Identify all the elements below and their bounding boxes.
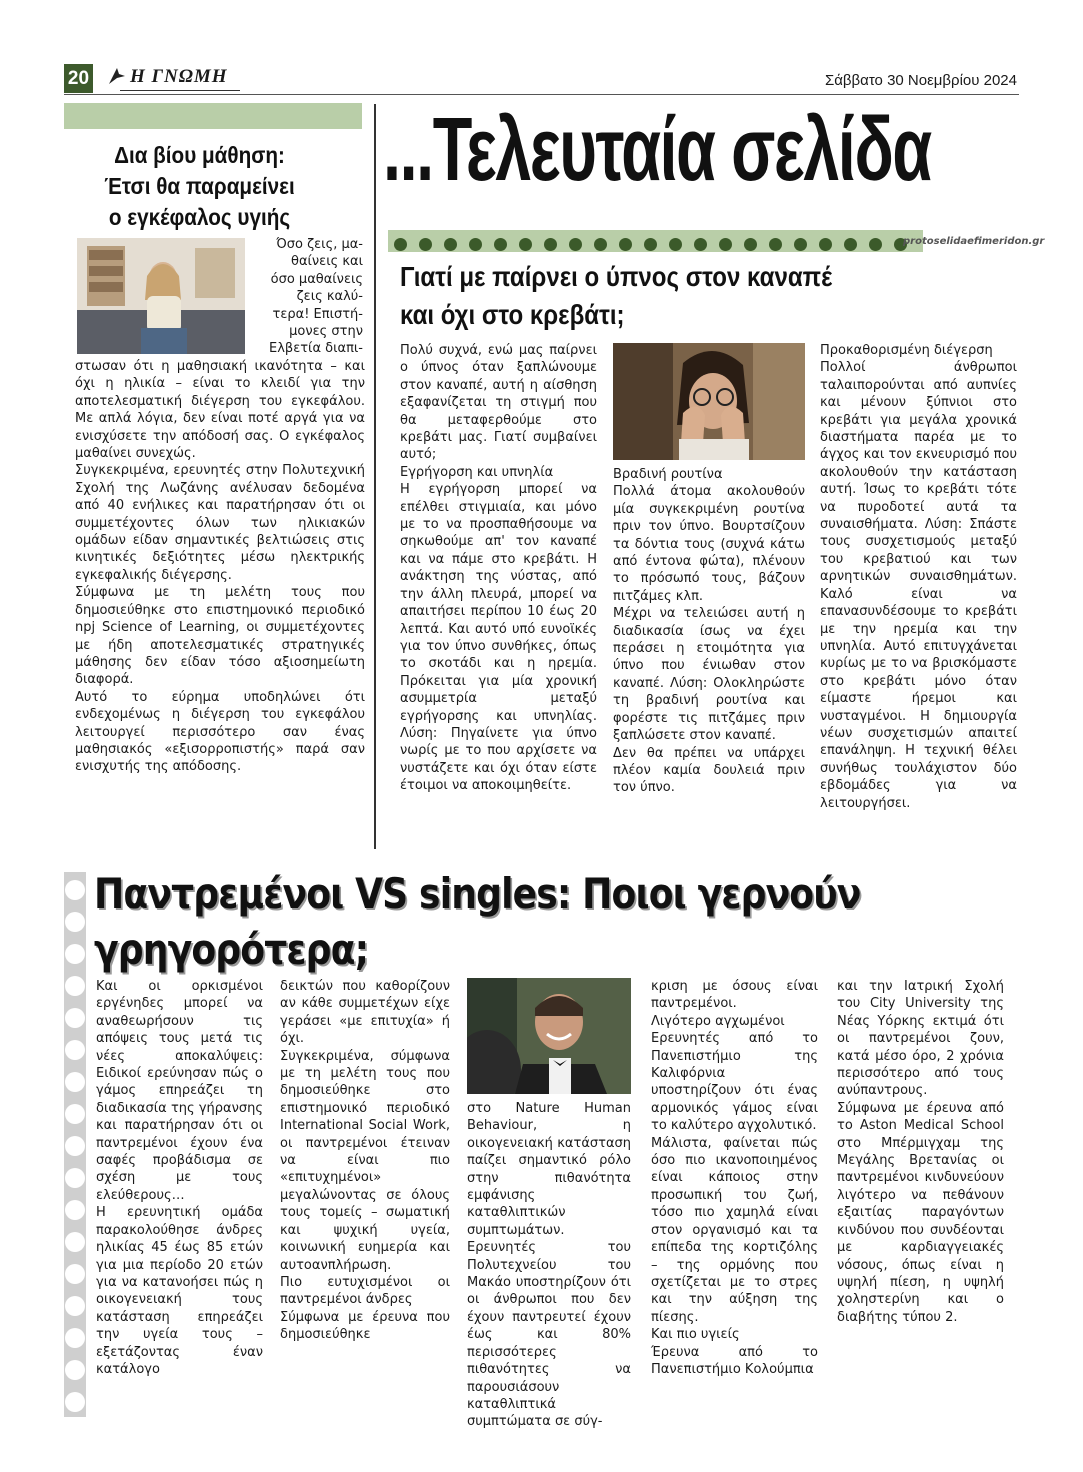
column-separator bbox=[374, 104, 376, 849]
masthead-icon bbox=[105, 64, 129, 88]
article3-col3-text: στο Nature Human Behaviour, η οικογενειακή κατάσταση παίζει σημαντικό ρόλο στην πιθανότητα εμφάνισης καταθλιπτικών συμπτωμάτων. Ερευνητές του Πολυτεχνείου του Μακάο υποστηρίζουν ότι οι άνθρωποι που δεν έχουν παντρευτεί έχουν έως και 80% περισσότερες πιθανότητες να παρουσιάσουν καταθλιπτικά συμπτώματα σε σύγ- bbox=[467, 1101, 631, 1430]
article3-col5-text: και την Ιατρική Σχολή του City University της Νέας Υόρκης εκτιμά ότι οι παντρεμένοι ζουν, κατά μέσο όρο, 2 χρόνια περισσότερο από τους ανύπαντρους. Σύμφωνα με έρευνα από το Aston Medical School στο Μπέρμιγχαμ της Μεγάλης Βρετανίας οι παντρεμένοι κινδυνεύουν λιγότερο να πεθάνουν εξαιτίας παραγόντων κινδύνου που συνδέονται με καρδιαγγειακές νόσους, όπως είναι η υψηλή πίεση, η υψηλή χοληστερίνη και ο διαβήτης τύπου 2. bbox=[837, 979, 1004, 1325]
article2-col3-text: Προκαθορισμένη διέγερση Πολλοί άνθρωποι ταλαιπορούνται από αυπνίες και μένουν ξύπνιοι στο κρεβάτι για μεγάλα χρονικά διαστήματα παρέα με το άγχος και τον εκνευρισμό που ακολουθούν την κατάσταση αυτή. Ίσως το κρεβάτι τότε να πυροδοτεί αυτά τα συναισθήματα. Λύση: Σπάστε τους συσχετισμούς μεταξύ του κρεβατιού και των αρνητικών συναισθημάτων. Καλό είναι να επανασυνδέσουμε το κρεβάτι με την ηρεμία και την υπνηλία. Αυτό επιτυγχάνεται κυρίως με το να βρισκόμαστε στο κρεβάτι μόνο όταν είμαστε ήρεμοι και νυσταγμένοι. Η δημιουργία νέων συσχετισμών απαιτεί επανάληψη. Η τεχνική θέλει συνήθως τουλάχιστον δύο εβδομάδες για να λειτουργήσει. bbox=[820, 343, 1017, 811]
film-strip-border bbox=[64, 872, 86, 1417]
article2-col2-text: Βραδινή ρουτίνα Πολλά άτομα ακολουθούν μία συγκεκριμένη ρουτίνα πριν τον ύπνο. Βουρτσίζουν τα δόντια τους (συχνά κάτω από έντονα φώτα), πλένουν το πρόσωπό τους, βάζουν πιτζάμες κλπ. Μέχρι να τελειώσει αυτή η διαδικασία ίσως να έχει περάσει η ετοιμότητα για ύπνο που ένιωθαν στον καναπέ. Λύση: Ολοκληρώστε τη βραδινή ρουτίνα και φορέστε τις πιτζάμες πριν ξαπλώσετε στον καναπέ. Δεν θα πρέπει να υπάρχει πλέον καμία δουλειά πριν τον ύπνο. bbox=[613, 467, 805, 796]
section-title: ...Τελευταία σελίδα bbox=[383, 100, 931, 200]
article2-col3 bbox=[820, 342, 1017, 812]
article3-col1 bbox=[96, 978, 263, 1378]
article2-photo bbox=[613, 343, 805, 460]
article3-col4 bbox=[651, 978, 818, 1378]
article3-col1-text: Και οι ορκισμένοι εργένηδες μπορεί να αναθεωρήσουν τις απόψεις τους μετά τις νέες αποκαλύψεις: Ειδικοί ερεύνησαν πώς ο γάμος επηρεάζει τη διαδικασία της γήρανσης και παρατήρησαν ότι οι παντρεμένοι έχουν ένα σαφές προβάδισμα σε σχέση με τους ελεύθερους… Η ερευνητική ομάδα παρακολούθησε άνδρες ηλικίας 45 έως 85 ετών για μια περίοδο 20 ετών για να κατανοήσει πώς η οικογενειακή τους κατάσταση επηρεάζει την υγεία τους – εξετάζοντας έναν κατάλογο bbox=[96, 979, 263, 1377]
article1-photo bbox=[77, 238, 245, 354]
article3-photo bbox=[467, 978, 631, 1094]
article2-col2 bbox=[613, 466, 805, 797]
article2-col1-text: Πολύ συχνά, ενώ μας παίρνει ο ύπνος όταν ξαπλώνουμε στον καναπέ, αυτή η αίσθηση εξαφανίζεται τη στιγμή που θα μεταφερθούμε στο κρεβάτι μας. Γιατί συμβαίνει αυτό; Εγρήγορση και υπνηλία Η εγρήγορση μπορεί να επέλθει στιγμιαία, και μόνο με το να προσπαθήσουμε να σηκωθούμε απ' τον καναπέ και να πάμε στο κρεβάτι. Η ανάκτηση της νύστας, από την άλλη πλευρά, μπορεί να απαιτήσει περίπου 10 έως 20 λεπτά. Και αυτό υπό ευνοϊκές για τον ύπνο συνθήκες, όπως το σκοτάδι και η ηρεμία. Πρόκειται για μία χρονική ασυμμετρία μεταξύ εγρήγορσης και υπνηλίας. Λύση: Πηγαίνετε για ύπνο νωρίς με το που αρχίσετε να νυστάζετε και όχι όταν είστε έτοιμοι να αποκοιμηθείτε. bbox=[400, 343, 597, 794]
masthead-title: Η ΓΝΩΜΗ bbox=[130, 66, 228, 87]
header-rule bbox=[64, 94, 1019, 95]
article1-body-text: στωσαν ότι η μαθησιακή ικανότητα – και όχι η ηλικία – είναι το κλειδί για την αποτελεσματική διέγερση του εγκεφάλου. Με απλά λόγια, δεν είναι ποτέ αργά για να ενισχύσετε την απόδοσή σας. Ο εγκέφαλος μαθαίνει συνεχώς. Συγκεκριμένα, ερευνητές στην Πολυτεχνική Σχολή της Λωζάνης ανέλυσαν δεδομένα από 40 ενήλικες και παρατήρησαν ότι οι συμμετέχοντες όλων των ηλικιακών ομάδων είδαν σημαντικές βελτιώσεις στις κινητικές δεξιότητες μέσω ηλεκτρικής εγκεφαλικής διέγερσης. Σύμφωνα με τη μελέτη τους που δημοσιεύθηκε στο επιστημονικό περιοδικό npj Science of Learning, οι συμμετέχοντες με ήδη αποτελεσματικές στρατηγικές μάθησης δεν είδαν τόσο αξιοσημείωτη διαφορά. Αυτό το εύρημα υποδηλώνει ότι ενδεχομένως η διέγερση του εγκεφάλου λειτουργεί περισσότερο σαν ένας μαθησιακός «εξισορροπιστής» παρά σαν ενισχυτής της απόδοσης. bbox=[75, 359, 365, 775]
article2-title: Γιατί με παίρνει ο ύπνος στον καναπέ και όχι στο κρεβάτι; bbox=[400, 261, 832, 330]
article1-body bbox=[75, 358, 365, 776]
article1-intro bbox=[251, 236, 363, 358]
masthead-rule bbox=[120, 90, 240, 91]
article2-col1 bbox=[400, 342, 597, 795]
dots-divider bbox=[394, 234, 914, 250]
article3-col5 bbox=[837, 978, 1004, 1326]
article1-title: Δια βίου μάθηση: Έτσι θα παραμείνει ο εγκέφαλος υγιής bbox=[104, 142, 295, 230]
article3-col2-text: δεικτών που καθορίζουν αν κάθε συμμετέχων είχε γεράσει «με επιτυχία» ή όχι. Συγκεκριμένα, σύμφωνα με τη μελέτη τους που δημοσιεύθηκε στο επιστημονικό περιοδικό International Social Work, οι παντρεμένοι έτειναν να είναι πιο «επιτυχημένοι» μεγαλώνοντας σε όλους τους τομείς – σωματική και ψυχική υγεία, κοινωνική ευημερία και αυτοανπλήρωση. bbox=[280, 979, 450, 1273]
article3-col4-text: κριση με όσους είναι παντρεμένοι. Λιγότερο αγχωμένοι Ερευνητές από το Πανεπιστήμιο της Καλιφόρνια υποστηρίζουν ότι ένας αρμονικός γάμος είναι το καλύτερο αγχολυτικό. Μάλιστα, φαίνεται πώς όσο πιο ικανοποιημένος είναι κάποιος στην προσωπική του ζωή, τόσο πιο χαμηλά είναι στον οργανισμό και τα επίπεδα της κορτιζόλης – της ορμόνης που σχετίζεται με το στρες και την αύξηση της πίεσης. Και πιο υγιείς Έρευνα από το Πανεπιστήμιο Κολούμπια bbox=[651, 979, 818, 1377]
page-number: 20 bbox=[67, 68, 90, 89]
article1-intro-text: Όσο ζεις, μα- θαίνεις και όσο μαθαίνεις ζεις καλύ- τερα! Επιστή- μονες στην Ελβετία διαπι- bbox=[269, 237, 363, 357]
article3-col3 bbox=[467, 1100, 631, 1431]
article3-col2 bbox=[280, 978, 450, 1344]
watermark: protoselidaefimeridon.gr bbox=[903, 236, 1045, 247]
article3-title: Παντρεμένοι VS singles: Ποιοι γερνούν γρηγορότερα; bbox=[94, 869, 861, 974]
issue-date: Σάββατο 30 Νοεμβρίου 2024 bbox=[824, 72, 1017, 89]
article3-col2b-text: Πιο ευτυχισμένοι οι παντρεμένοι άνδρες Σύμφωνα με έρευνα που δημοσιεύθηκε bbox=[280, 1274, 450, 1343]
article1-accent-bar bbox=[64, 103, 362, 129]
